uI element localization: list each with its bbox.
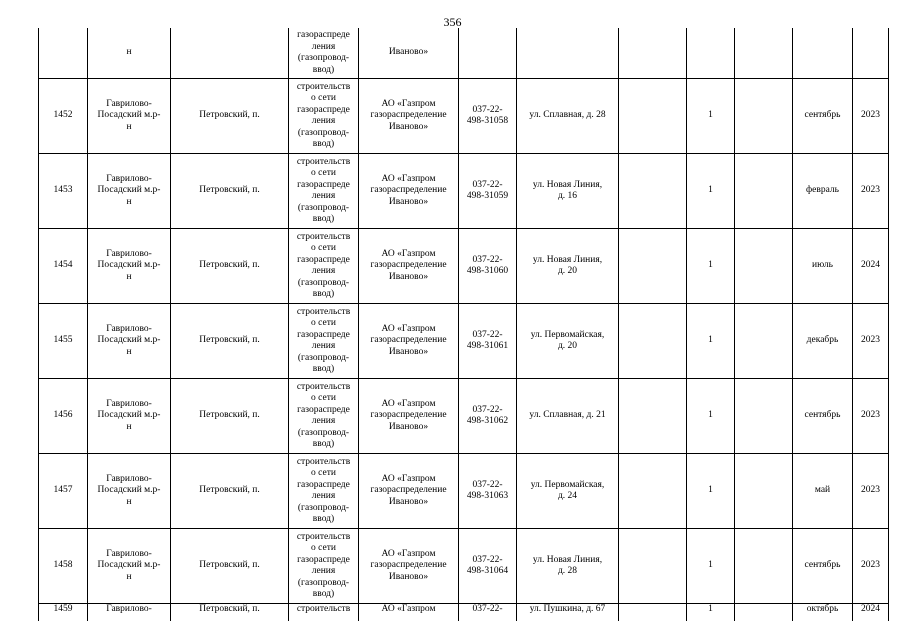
cell-municipality: н	[88, 28, 171, 79]
cell-count: 1	[687, 454, 735, 529]
cell-count: 1	[687, 379, 735, 454]
cell-code: 037-22- 498-31064	[459, 529, 517, 604]
cell-month: декабрь	[793, 304, 853, 379]
cell-empty	[619, 229, 687, 304]
cell-code: 037-22- 498-31058	[459, 79, 517, 154]
cell-empty	[735, 529, 793, 604]
cell-count: 1	[687, 79, 735, 154]
table-row	[39, 379, 889, 454]
cell-municipality: Гаврилово- Посадский м.р- н	[88, 379, 171, 454]
cell-work-type: газораспреде ления (газопровод- ввод)	[289, 28, 359, 79]
cell-work-type: строительств	[289, 604, 359, 622]
cell-settlement: Петровский, п.	[171, 454, 289, 529]
cell-code: 037-22-	[459, 604, 517, 622]
cell-code	[459, 28, 517, 79]
cell-work-type: строительств о сети газораспреде ления (газопровод- ввод)	[289, 379, 359, 454]
cell-organization: АО «Газпром газораспределение Иваново»	[359, 229, 459, 304]
table-row	[39, 529, 889, 604]
cell-address: ул. Первомайская, д. 24	[517, 454, 619, 529]
cell-empty	[735, 379, 793, 454]
cell-month: сентябрь	[793, 379, 853, 454]
table-row	[39, 454, 889, 529]
cell-count: 1	[687, 229, 735, 304]
cell-year	[853, 28, 889, 79]
cell-year: 2023	[853, 529, 889, 604]
cell-empty	[619, 28, 687, 79]
registry-table	[38, 28, 889, 621]
cell-settlement: Петровский, п.	[171, 154, 289, 229]
cell-settlement: Петровский, п.	[171, 604, 289, 622]
page-number: 356	[443, 15, 462, 29]
cell-settlement: Петровский, п.	[171, 379, 289, 454]
cell-code: 037-22- 498-31063	[459, 454, 517, 529]
cell-number	[39, 28, 88, 79]
cell-address: ул. Новая Линия, д. 28	[517, 529, 619, 604]
cell-code: 037-22- 498-31062	[459, 379, 517, 454]
cell-number: 1457	[39, 454, 88, 529]
cell-organization: АО «Газпром газораспределение Иваново»	[359, 454, 459, 529]
cell-work-type: строительств о сети газораспреде ления (газопровод- ввод)	[289, 79, 359, 154]
table-row	[39, 604, 889, 622]
cell-address: ул. Пушкина, д. 67	[517, 604, 619, 622]
cell-year: 2023	[853, 304, 889, 379]
cell-organization: Иваново»	[359, 28, 459, 79]
cell-month: май	[793, 454, 853, 529]
cell-empty	[619, 529, 687, 604]
cell-address: ул. Сплавная, д. 21	[517, 379, 619, 454]
cell-month: сентябрь	[793, 529, 853, 604]
cell-number: 1455	[39, 304, 88, 379]
cell-month: февраль	[793, 154, 853, 229]
cell-work-type: строительств о сети газораспреде ления (газопровод- ввод)	[289, 229, 359, 304]
table-row	[39, 154, 889, 229]
cell-municipality: Гаврилово- Посадский м.р- н	[88, 79, 171, 154]
cell-municipality: Гаврилово- Посадский м.р- н	[88, 154, 171, 229]
cell-work-type: строительств о сети газораспреде ления (газопровод- ввод)	[289, 154, 359, 229]
cell-municipality: Гаврилово- Посадский м.р- н	[88, 229, 171, 304]
cell-count: 1	[687, 154, 735, 229]
cell-count: 1	[687, 529, 735, 604]
cell-code: 037-22- 498-31059	[459, 154, 517, 229]
cell-empty	[619, 379, 687, 454]
cell-settlement: Петровский, п.	[171, 79, 289, 154]
cell-empty	[735, 304, 793, 379]
cell-month: сентябрь	[793, 79, 853, 154]
cell-year: 2023	[853, 79, 889, 154]
cell-count: 1	[687, 604, 735, 622]
cell-work-type: строительств о сети газораспреде ления (газопровод- ввод)	[289, 529, 359, 604]
cell-empty	[735, 79, 793, 154]
cell-year: 2023	[853, 454, 889, 529]
cell-number: 1452	[39, 79, 88, 154]
cell-code: 037-22- 498-31060	[459, 229, 517, 304]
cell-organization: АО «Газпром газораспределение Иваново»	[359, 79, 459, 154]
cell-empty	[619, 304, 687, 379]
cell-empty	[619, 604, 687, 622]
cell-work-type: строительств о сети газораспреде ления (газопровод- ввод)	[289, 454, 359, 529]
cell-organization: АО «Газпром	[359, 604, 459, 622]
cell-count	[687, 28, 735, 79]
cell-number: 1453	[39, 154, 88, 229]
cell-empty	[619, 79, 687, 154]
cell-year: 2023	[853, 379, 889, 454]
cell-empty	[735, 28, 793, 79]
cell-address: ул. Сплавная, д. 28	[517, 79, 619, 154]
cell-settlement: Петровский, п.	[171, 529, 289, 604]
cell-empty	[735, 454, 793, 529]
cell-number: 1458	[39, 529, 88, 604]
cell-code: 037-22- 498-31061	[459, 304, 517, 379]
cell-organization: АО «Газпром газораспределение Иваново»	[359, 154, 459, 229]
cell-settlement: Петровский, п.	[171, 304, 289, 379]
cell-settlement	[171, 28, 289, 79]
table-row	[39, 304, 889, 379]
cell-address: ул. Новая Линия, д. 16	[517, 154, 619, 229]
cell-organization: АО «Газпром газораспределение Иваново»	[359, 304, 459, 379]
cell-organization: АО «Газпром газораспределение Иваново»	[359, 529, 459, 604]
cell-number: 1459	[39, 604, 88, 622]
table-row-continuation	[39, 28, 889, 79]
cell-empty	[619, 454, 687, 529]
cell-month	[793, 28, 853, 79]
cell-empty	[619, 154, 687, 229]
cell-empty	[735, 229, 793, 304]
cell-organization: АО «Газпром газораспределение Иваново»	[359, 379, 459, 454]
cell-year: 2024	[853, 604, 889, 622]
table-row	[39, 229, 889, 304]
table-row	[39, 79, 889, 154]
cell-empty	[735, 154, 793, 229]
cell-address: ул. Первомайская, д. 20	[517, 304, 619, 379]
cell-month: октябрь	[793, 604, 853, 622]
cell-municipality: Гаврилово- Посадский м.р- н	[88, 529, 171, 604]
cell-work-type: строительств о сети газораспреде ления (газопровод- ввод)	[289, 304, 359, 379]
cell-number: 1454	[39, 229, 88, 304]
cell-municipality: Гаврилово- Посадский м.р- н	[88, 304, 171, 379]
cell-count: 1	[687, 304, 735, 379]
cell-municipality: Гаврилово- Посадский м.р- н	[88, 454, 171, 529]
cell-year: 2024	[853, 229, 889, 304]
cell-municipality: Гаврилово-	[88, 604, 171, 622]
cell-year: 2023	[853, 154, 889, 229]
cell-address	[517, 28, 619, 79]
cell-empty	[735, 604, 793, 622]
cell-settlement: Петровский, п.	[171, 229, 289, 304]
cell-address: ул. Новая Линия, д. 20	[517, 229, 619, 304]
cell-month: июль	[793, 229, 853, 304]
cell-number: 1456	[39, 379, 88, 454]
